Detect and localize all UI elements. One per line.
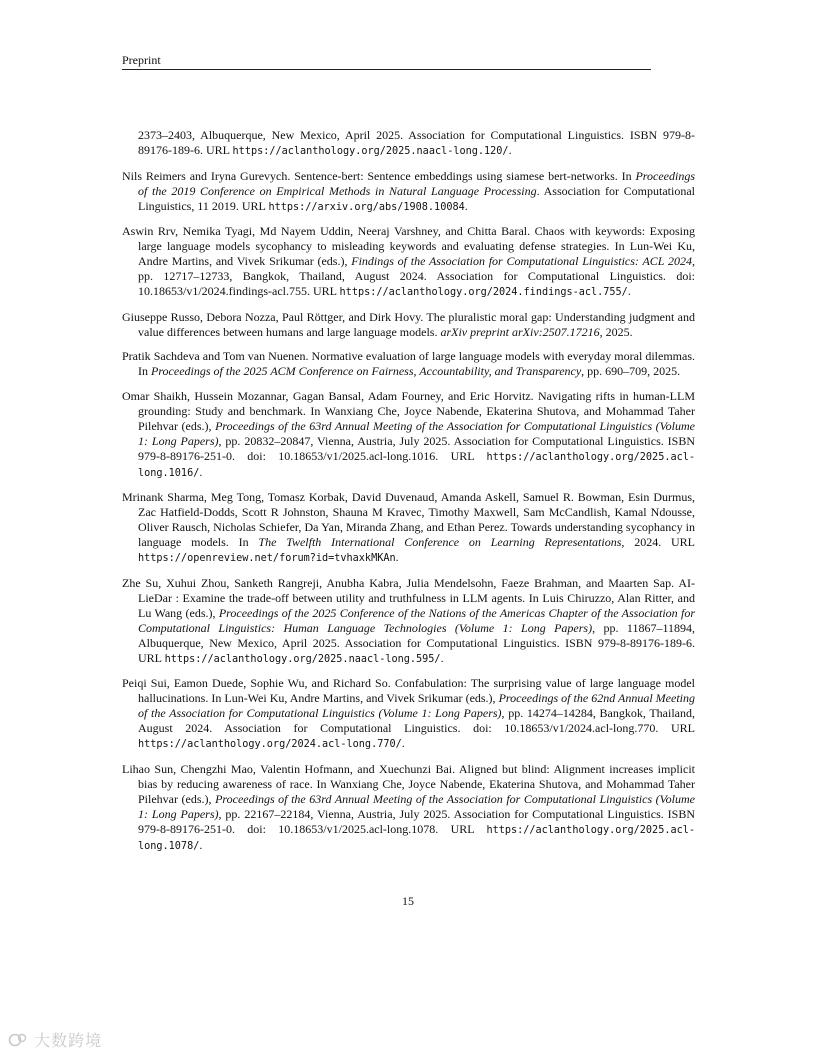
reference-text: Pratik Sachdeva and Tom van Nuenen. Normative evaluation of large language models with everyday moral dilemmas. In [122,349,695,378]
reference-text: . [395,550,399,564]
reference-text: . Association for Computational Linguistics, 11 2019. URL [138,183,695,213]
watermark [8,1028,102,1051]
watermark-logo-icon [8,1032,28,1048]
reference-text: , pp. 20832–20847, Vienna, Austria, July 2025. Association for Computational Linguistics. ISBN 979-8-89176-251-0. doi: 10.18653/v1/2025.acl-long.1016. URL [138,433,696,463]
reference-url-link[interactable]: https://openreview.net/forum?id=tvhaxkMKAn [138,553,396,564]
reference-url-link[interactable]: https://aclanthology.org/2025.acl-long.1016/ [138,451,695,479]
watermark-text: 大数跨境 [34,1031,103,1050]
reference-text: . [199,837,203,852]
reference-entry [122,128,695,159]
header-title: Preprint [122,53,161,67]
reference-text: , 2025. [599,324,633,339]
reference-url-link[interactable]: https://aclanthology.org/2025.naacl-long.120/ [232,146,509,157]
reference-text: . [199,464,203,479]
reference-entry [122,349,695,379]
reference-text: Mrinank Sharma, Meg Tong, Tomasz Korbak, David Duvenaud, Amanda Askell, Samuel R. Bowman, Esin Durmus, Zac Hatfield-Dodds, Scott R Johnston, Shauna M Kravec, Timothy Maxwell, Sam McCandlish, Kamal Ndousse, Oliver Rausch, Nicholas Schiefer, Da Yan, Miranda Zhang, and Ethan Perez. Towards understanding sycophancy in language models. In [122,490,695,549]
reference-entry [122,310,695,340]
reference-text: Zhe Su, Xuhui Zhou, Sanketh Rangreji, Anubha Kabra, Julia Mendelsohn, Faeze Brahman, and Maarten Sap. AI-LieDar : Examine the trade-off between utility and truthfulness in LLM agents. In Luis Chiruzzo, Alan Ritter, and Lu Wang (eds.), [122,575,695,620]
reference-url-link[interactable]: https://aclanthology.org/2024.acl-long.770/ [138,739,402,750]
reference-text: , pp. 690–709, 2025. [581,364,681,378]
reference-text: . [464,198,468,213]
venue-title: Proceedings of the 2025 ACM Conference on Fairness, Accountability, and Transparency [151,364,582,378]
reference-text: . [627,284,631,298]
venue-title: The Twelfth International Conference on Learning Representations [258,535,622,549]
venue-title: Proceedings of the 2025 Conference of the Nations of the Americas Chapter of the Association for Computational Linguistics: Human Language Technologies (Volume 1: Long Papers) [138,605,695,635]
reference-entry [122,490,695,566]
venue-title: Proceedings of the 63rd Annual Meeting of the Association for Computational Linguistics (Volume 1: Long Papers) [138,791,695,821]
reference-entry [122,169,695,215]
reference-entry [122,389,695,481]
reference-text: Peiqi Sui, Eamon Duede, Sophie Wu, and Richard So. Confabulation: The surprising value of large language model hallucinations. In Lun-Wei Ku, Andre Martins, and Vivek Srikumar (eds.), [122,676,695,705]
reference-text: Omar Shaikh, Hussein Mozannar, Gagan Bansal, Adam Fourney, and Eric Horvitz. Navigating rifts in human-LLM grounding: Study and benchmark. In Wanxiang Che, Joyce Nabende, Ekaterina Shutova, and Mohammad Taher Pilehvar (eds.), [122,388,695,433]
reference-url-link[interactable]: https://aclanthology.org/2025.acl-long.1078/ [138,824,695,852]
reference-url-link[interactable]: https://aclanthology.org/2024.findings-acl.755/ [339,287,628,298]
reference-text: . [508,143,512,157]
venue-title: Proceedings of the 62nd Annual Meeting of the Association for Computational Linguistics (Volume 1: Long Papers) [138,691,696,720]
reference-url-link[interactable]: https://arxiv.org/abs/1908.10084 [268,201,465,213]
page-number: 15 [402,894,414,908]
reference-text: , pp. 11867–11894, Albuquerque, New Mexico, April 2025. Association for Computational Linguistics. ISBN 979-8-89176-189-6. URL [138,620,696,665]
reference-entry [122,676,695,752]
venue-title: Proceedings of the 2019 Conference on Empirical Methods in Natural Language Processing [138,168,695,198]
venue-title: Proceedings of the 63rd Annual Meeting of the Association for Computational Linguistics (Volume 1: Long Papers) [138,418,695,448]
reference-text: Giuseppe Russo, Debora Nozza, Paul Röttger, and Dirk Hovy. The pluralistic moral gap: Understanding judgment and value differences between humans and large language models. [122,309,695,339]
running-header [122,53,651,70]
reference-entry [122,762,695,854]
reference-text: Aswin Rrv, Nemika Tyagi, Md Nayem Uddin, Neeraj Varshney, and Chitta Baral. Chaos with keywords: Exposing large language models sycophancy to misleading keywords and evaluating defense strategies. In Lun-Wei Ku, Andre Martins, and Vivek Srikumar (eds.), [122,224,695,268]
venue-title: arXiv preprint arXiv:2507.17216 [440,324,600,339]
reference-text: , pp. 22167–22184, Vienna, Austria, July 2025. Association for Computational Linguistics. ISBN 979-8-89176-251-0. doi: 10.18653/v1/2025.acl-long.1078. URL [138,806,696,836]
reference-text: 2373–2403, Albuquerque, New Mexico, April 2025. Association for Computational Linguistics. ISBN 979-8-89176-189-6. URL [138,128,695,157]
reference-text: Nils Reimers and Iryna Gurevych. Sentence-bert: Sentence embeddings using siamese bert-networks. In [122,168,636,183]
reference-text: . [401,736,405,750]
reference-text: , pp. 12717–12733, Bangkok, Thailand, August 2024. Association for Computational Linguistics. doi: 10.18653/v1/2024.findings-acl.755. URL [138,254,695,298]
reference-text: , pp. 14274–14284, Bangkok, Thailand, August 2024. Association for Computational Linguistics. doi: 10.18653/v1/2024.acl-long.770. URL [138,706,695,735]
reference-url-link[interactable]: https://aclanthology.org/2025.naacl-long.595/ [164,653,441,665]
reference-text: , 2024. URL [621,535,695,549]
reference-text: Lihao Sun, Chengzhi Mao, Valentin Hofmann, and Xuechunzi Bai. Aligned but blind: Alignment increases implicit bias by reducing awareness of race. In Wanxiang Che, Joyce Nabende, Ekaterina Shutova, and Mohammad Taher Pilehvar (eds.), [122,761,695,806]
reference-text: . [440,650,444,665]
reference-list [122,128,695,863]
venue-title: Findings of the Association for Computational Linguistics: ACL 2024 [351,254,692,268]
reference-entry [122,576,695,667]
reference-entry [122,224,695,300]
